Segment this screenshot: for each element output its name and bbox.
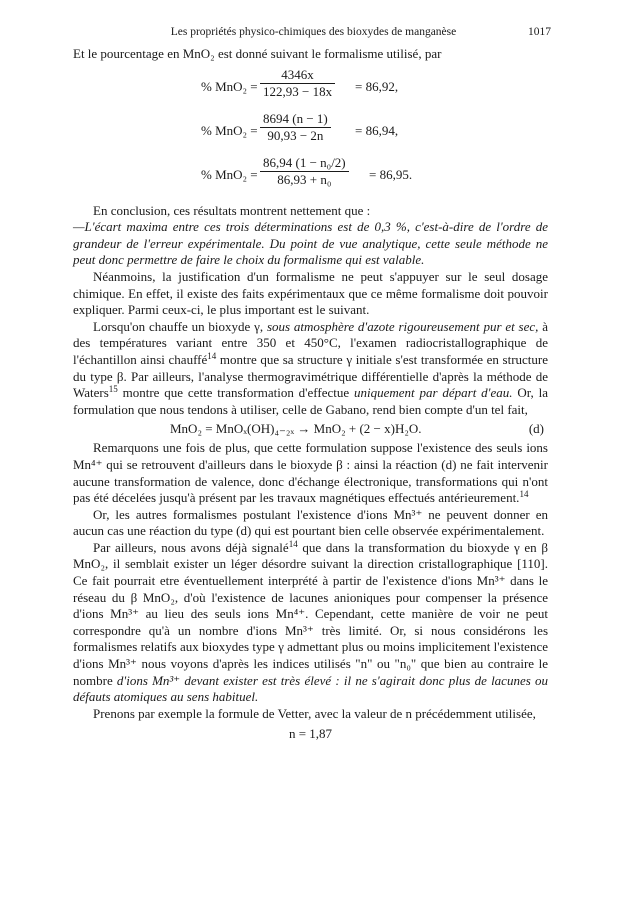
intro-line: Et le pourcentage en MnO₂ est donné suivant le formalisme utilisé, par — [73, 46, 442, 61]
fraction-numerator: 86,94 (1 − n₀/2) — [263, 154, 346, 170]
text-run: que dans la transformation du bioxyde γ en β MnO₂, il semblait exister un léger désordre suivant la direction cristallographique [110]. Ce fait pourrait etre éventuellement interprété à partir de l'existence d'ions Mn³⁺ dans le réseau du β MnO₂, d'où l'existence de lacunes anioniques pour compenser la présence d'ions Mn³⁺ au lieu des seuls ions Mn⁴⁺. Cependant, cette manière de voir ne peut correspondre qu'à un nombre d'ions Mn³⁺ très limité. Or, si nous considérons les formalismes relatifs aux bioxydes type γ admettant plus ou moins implicitement l'existence d'ions Mn³⁺ nous voyons d'après les indices utilisés "n" ou "n₀" que bien au contraire le nombre — [73, 539, 548, 688]
equation-result: = 86,94, — [355, 122, 399, 138]
equation-1 — [73, 67, 548, 111]
text-run: montre que sa structure γ initiale s'est transformée en structure du type β. Par ailleurs, l'analyse thermogravimétrique différentielle d'après la méthode de Waters — [73, 351, 549, 401]
equation-tag: (d) — [528, 421, 544, 437]
text-run: Remarquons une fois de plus, que cette formulation suppose l'existence des seuls ions Mn⁴⁺ qui se retrouvent d'ailleurs dans le bioxyde β : ainsi la réaction (d) ne fait intervenir aucune transformation de valence, donc d'échange électronique, transformations qui n'ont pas été décelées jusqu'à présent par les travaux magnétiques effectués antérieurement. — [73, 440, 548, 506]
final-value: n = 1,87 — [288, 726, 333, 742]
reaction-equation — [73, 418, 548, 440]
paragraph-remark — [73, 440, 548, 506]
equation-fraction — [260, 67, 335, 101]
text-run-italic: d'ions Mn³⁺ devant exister est très élevé : il ne s'agirait donc plus de lacunes ou défauts atomiques au sens habituel. — [73, 672, 548, 705]
equation-3 — [73, 155, 548, 199]
equation-2 — [73, 111, 548, 155]
equation-lhs: % MnO₂ = — [201, 78, 258, 94]
paragraph-justification: Néanmoins, la justification d'un formalisme ne peut s'appuyer sur le seul dosage chimique. En effet, il existe des faits expérimentaux que ce même formalisme doit pouvoir expliquer. Parmi ceux-ci, le plus important est le suivant. — [73, 268, 548, 318]
paragraph-formalisms: Or, les autres formalismes postulant l'existence d'ions Mn³⁺ ne peuvent donner en aucun cas une réaction du type (d) qui est pourtant bien celle observée expérimentalement. — [73, 506, 548, 539]
text-run-italic: uniquement par départ d'eau. — [353, 385, 513, 401]
text-run: à des températures variant entre 350 et 450°C, l'examen radiocristallographique de l'échantillon ainsi chauffé — [73, 318, 549, 367]
reaction-expression: MnO₂ = MnOₓ(OH)₄₋₂ₓ → MnO₂ + (2 − x)H₂O. — [170, 421, 422, 437]
running-header — [0, 24, 627, 40]
equation-result: = 86,95. — [369, 166, 413, 182]
running-title: Les propriétés physico-chimiques des bioxydes de manganèse — [170, 26, 457, 38]
page-body — [73, 46, 548, 743]
equation-fraction — [260, 111, 331, 145]
text-run: Par ailleurs, nous avons déjà signalé — [93, 539, 289, 555]
reference-marker: 14 — [519, 489, 529, 500]
paragraph-disorder — [73, 540, 548, 706]
fraction-denominator: 90,93 − 2n — [260, 127, 331, 145]
fraction-numerator: 8694 (n − 1) — [263, 110, 328, 126]
equation-fraction — [260, 155, 349, 189]
paragraph-heating — [73, 319, 548, 419]
reference-marker: 14 — [207, 350, 217, 361]
page-number: 1017 — [528, 26, 551, 38]
fraction-denominator: 86,93 + n₀ — [260, 171, 349, 189]
equation-result: = 86,92, — [355, 78, 399, 94]
text-run: montre que cette transformation d'effectue — [117, 385, 354, 401]
text-run: Or, la formulation que nous tendons à utiliser, celle de Gabano, rend bien compte d'un tel fait, — [73, 385, 549, 417]
text-run: Lorsqu'on chauffe un bioxyde γ, — [93, 318, 267, 334]
reference-marker: 14 — [288, 538, 298, 549]
paragraph-vetter: Prenons par exemple la formule de Vetter, avec la valeur de n précédemment utilisée, — [93, 705, 536, 721]
fraction-denominator: 122,93 − 18x — [260, 83, 335, 101]
equation-lhs: % MnO₂ = — [201, 166, 258, 182]
equation-lhs: % MnO₂ = — [201, 122, 258, 138]
reference-marker: 15 — [108, 384, 118, 395]
text-run-italic: sous atmosphère d'azote rigoureusement pur et sec, — [266, 318, 539, 334]
conclusion-line: En conclusion, ces résultats montrent nettement que : — [93, 202, 371, 218]
fraction-numerator: 4346x — [281, 66, 314, 82]
italic-conclusion: —L'écart maxima entre ces trois déterminations est de 0,3 %, c'est-à-dire de l'ordre de grandeur de l'erreur expérimentale. Du point de vue analytique, cette seule méthode ne peut donc permettre de faire le choix du formalisme qui est valable. — [73, 219, 548, 268]
